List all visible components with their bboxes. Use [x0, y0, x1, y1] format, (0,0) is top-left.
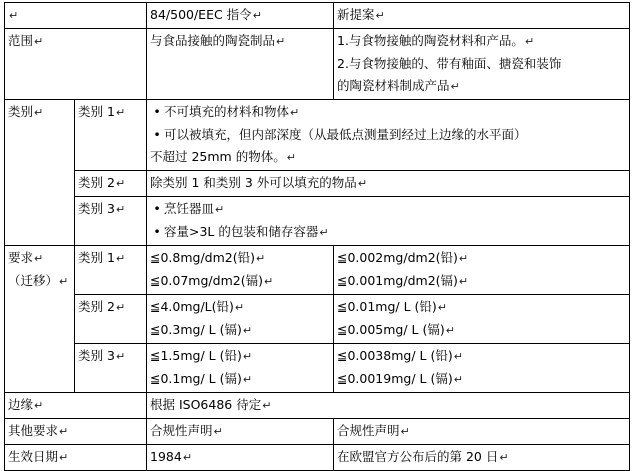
other-label: 其他要求↵ — [5, 419, 147, 445]
bullet-icon: • — [153, 201, 161, 216]
category-3-desc: • 烹饪器皿↵ • 容量>3L 的包装和储存容器↵ — [147, 197, 630, 246]
other-new: 合规性声明↵ — [334, 419, 630, 445]
category-label: 类别↵ — [5, 100, 75, 246]
requirement-3-new: ≦0.0038mg/ L (铅)↵ ≦0.0019mg/ L (镉)↵ — [334, 344, 630, 393]
bullet-icon: • — [153, 127, 161, 142]
requirements-label: 要求↵ （迁移）↵ — [5, 246, 75, 393]
effective-old: 1984↵ — [147, 445, 334, 471]
bullet-icon: • — [153, 224, 161, 239]
other-requirements-row — [5, 419, 630, 445]
edge-value: 根据 ISO6486 待定↵ — [147, 393, 630, 419]
other-old: 合规性声明↵ — [147, 419, 334, 445]
category-1-desc: • 不可填充的材料和物体↵ • 可以被填充，但内部深度（从最低点测量到经过上边缘的水平面） 不超过 25mm 的物体。↵ — [147, 100, 630, 171]
category-1-row — [5, 100, 630, 171]
bullet-icon: • — [153, 104, 161, 119]
requirement-3-old: ≦1.5mg/ L (铅)↵ ≦0.1mg/ L (镉)↵ — [147, 344, 334, 393]
header-directive-cell: 84/500/EEC 指令↵ — [147, 3, 334, 29]
requirement-1-row — [5, 246, 630, 295]
header-proposal-cell: 新提案↵ — [334, 3, 630, 29]
category-2-row — [5, 171, 630, 197]
requirement-2-old: ≦4.0mg/L(铅)↵ ≦0.3mg/ L (镉)↵ — [147, 295, 334, 344]
category-2-desc: 除类别 1 和类别 3 外可以填充的物品↵ — [147, 171, 630, 197]
scope-label: 范围↵ — [5, 29, 147, 100]
header-row — [5, 3, 630, 29]
category-1-label: 类别 1↵ — [75, 100, 147, 171]
requirement-1-new: ≦0.002mg/dm2(铅)↵ ≦0.001mg/dm2(镉)↵ — [334, 246, 630, 295]
requirement-1-label: 类别 1↵ — [75, 246, 147, 295]
effective-new: 在欧盟官方公布后的第 20 日↵ — [334, 445, 630, 471]
requirement-3-row — [5, 344, 630, 393]
requirement-2-new: ≦0.01mg/ L (铅)↵ ≦0.005mg/ L (镉)↵ — [334, 295, 630, 344]
effective-date-row — [5, 445, 630, 471]
scope-row — [5, 29, 630, 100]
header-empty-cell: ↵ — [5, 3, 147, 29]
category-3-row — [5, 197, 630, 246]
requirement-2-label: 类别 2↵ — [75, 295, 147, 344]
edge-label: 边缘↵ — [5, 393, 147, 419]
category-2-label: 类别 2↵ — [75, 171, 147, 197]
category-3-label: 类别 3↵ — [75, 197, 147, 246]
regulation-comparison-table — [4, 2, 630, 471]
edge-row — [5, 393, 630, 419]
scope-old: 与食品接触的陶瓷制品↵ — [147, 29, 334, 100]
requirement-2-row — [5, 295, 630, 344]
scope-new: 1.与食物接触的陶瓷材料和产品。↵ 2.与食物接触的、带有釉面、搪瓷和装饰 的陶瓷材料制成产品↵ — [334, 29, 630, 100]
effective-label: 生效日期↵ — [5, 445, 147, 471]
requirement-1-old: ≦0.8mg/dm2(铅)↵ ≦0.07mg/dm2(镉)↵ — [147, 246, 334, 295]
requirement-3-label: 类别 3↵ — [75, 344, 147, 393]
